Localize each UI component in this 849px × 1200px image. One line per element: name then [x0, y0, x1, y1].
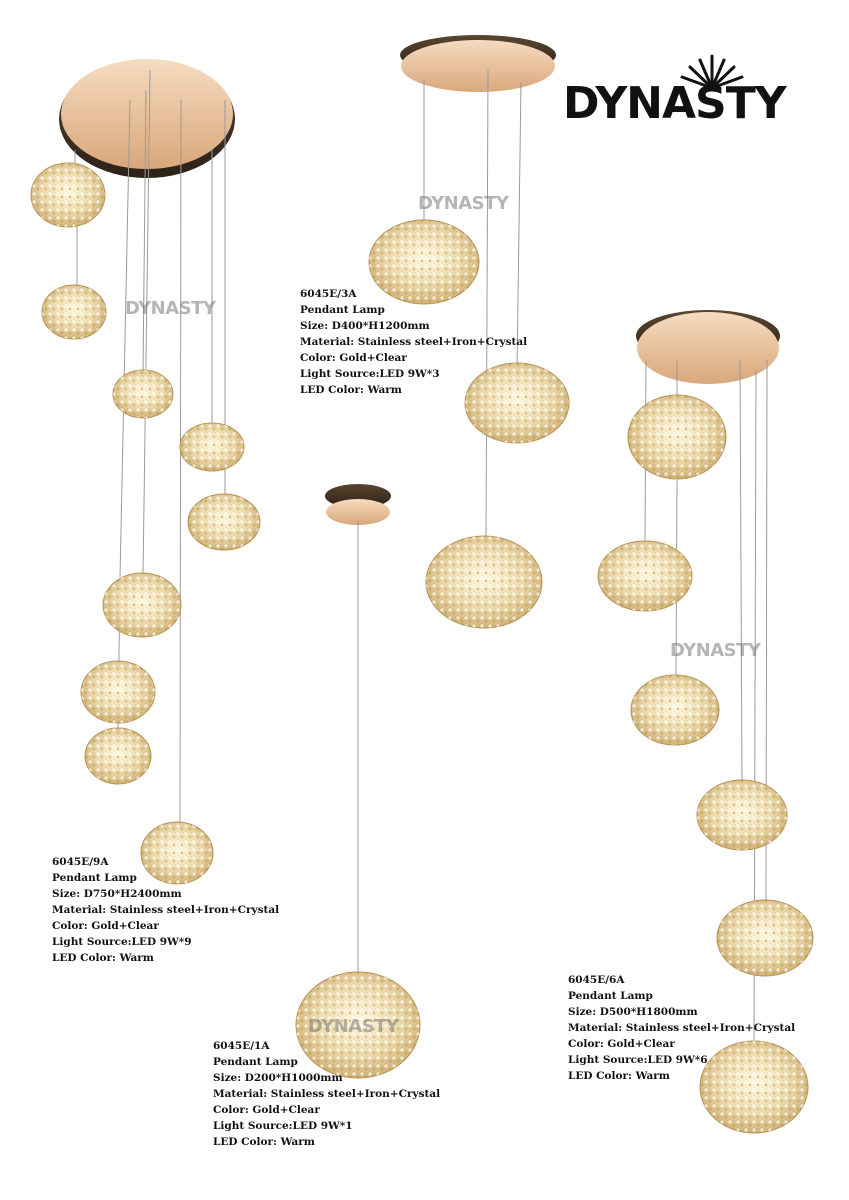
- product-led-color: LED Color: Warm: [568, 1070, 670, 1082]
- product-type: Pendant Lamp: [568, 990, 653, 1002]
- product-material: Material: Stainless steel+Iron+Crystal: [52, 904, 280, 916]
- product-size: Size: D200*H1000mm: [213, 1072, 343, 1084]
- model-number: 6045E/3A: [300, 288, 357, 300]
- watermark: DYNASTY: [125, 298, 216, 319]
- product-material: Material: Stainless steel+Iron+Crystal: [568, 1022, 796, 1034]
- product-led-color: LED Color: Warm: [52, 952, 154, 964]
- spec-block-3a: [300, 286, 527, 398]
- watermark: DYNASTY: [308, 1016, 399, 1037]
- product-led-color: LED Color: Warm: [213, 1136, 315, 1148]
- watermark: DYNASTY: [670, 640, 761, 661]
- spec-block-9a: [52, 854, 279, 966]
- model-number: 6045E/9A: [52, 856, 109, 868]
- product-color: Color: Gold+Clear: [300, 352, 407, 364]
- lamp-1a: [296, 484, 420, 1078]
- product-light-source: Light Source:LED 9W*1: [213, 1120, 353, 1132]
- product-light-source: Light Source:LED 9W*9: [52, 936, 192, 948]
- product-color: Color: Gold+Clear: [213, 1104, 320, 1116]
- lamp-9a: [31, 59, 260, 884]
- watermark: DYNASTY: [418, 193, 509, 214]
- product-light-source: Light Source:LED 9W*6: [568, 1054, 708, 1066]
- model-number: 6045E/6A: [568, 974, 625, 986]
- product-size: Size: D400*H1200mm: [300, 320, 430, 332]
- product-type: Pendant Lamp: [300, 304, 385, 316]
- product-type: Pendant Lamp: [52, 872, 137, 884]
- product-light-source: Light Source:LED 9W*3: [300, 368, 440, 380]
- product-size: Size: D500*H1800mm: [568, 1006, 698, 1018]
- product-material: Material: Stainless steel+Iron+Crystal: [213, 1088, 441, 1100]
- spec-block-6a: [568, 972, 795, 1084]
- product-color: Color: Gold+Clear: [568, 1038, 675, 1050]
- brand-logo: DYNASTY: [563, 78, 786, 129]
- product-material: Material: Stainless steel+Iron+Crystal: [300, 336, 528, 348]
- spec-block-1a: [213, 1038, 440, 1150]
- product-color: Color: Gold+Clear: [52, 920, 159, 932]
- product-type: Pendant Lamp: [213, 1056, 298, 1068]
- product-led-color: LED Color: Warm: [300, 384, 402, 396]
- product-size: Size: D750*H2400mm: [52, 888, 182, 900]
- model-number: 6045E/1A: [213, 1040, 270, 1052]
